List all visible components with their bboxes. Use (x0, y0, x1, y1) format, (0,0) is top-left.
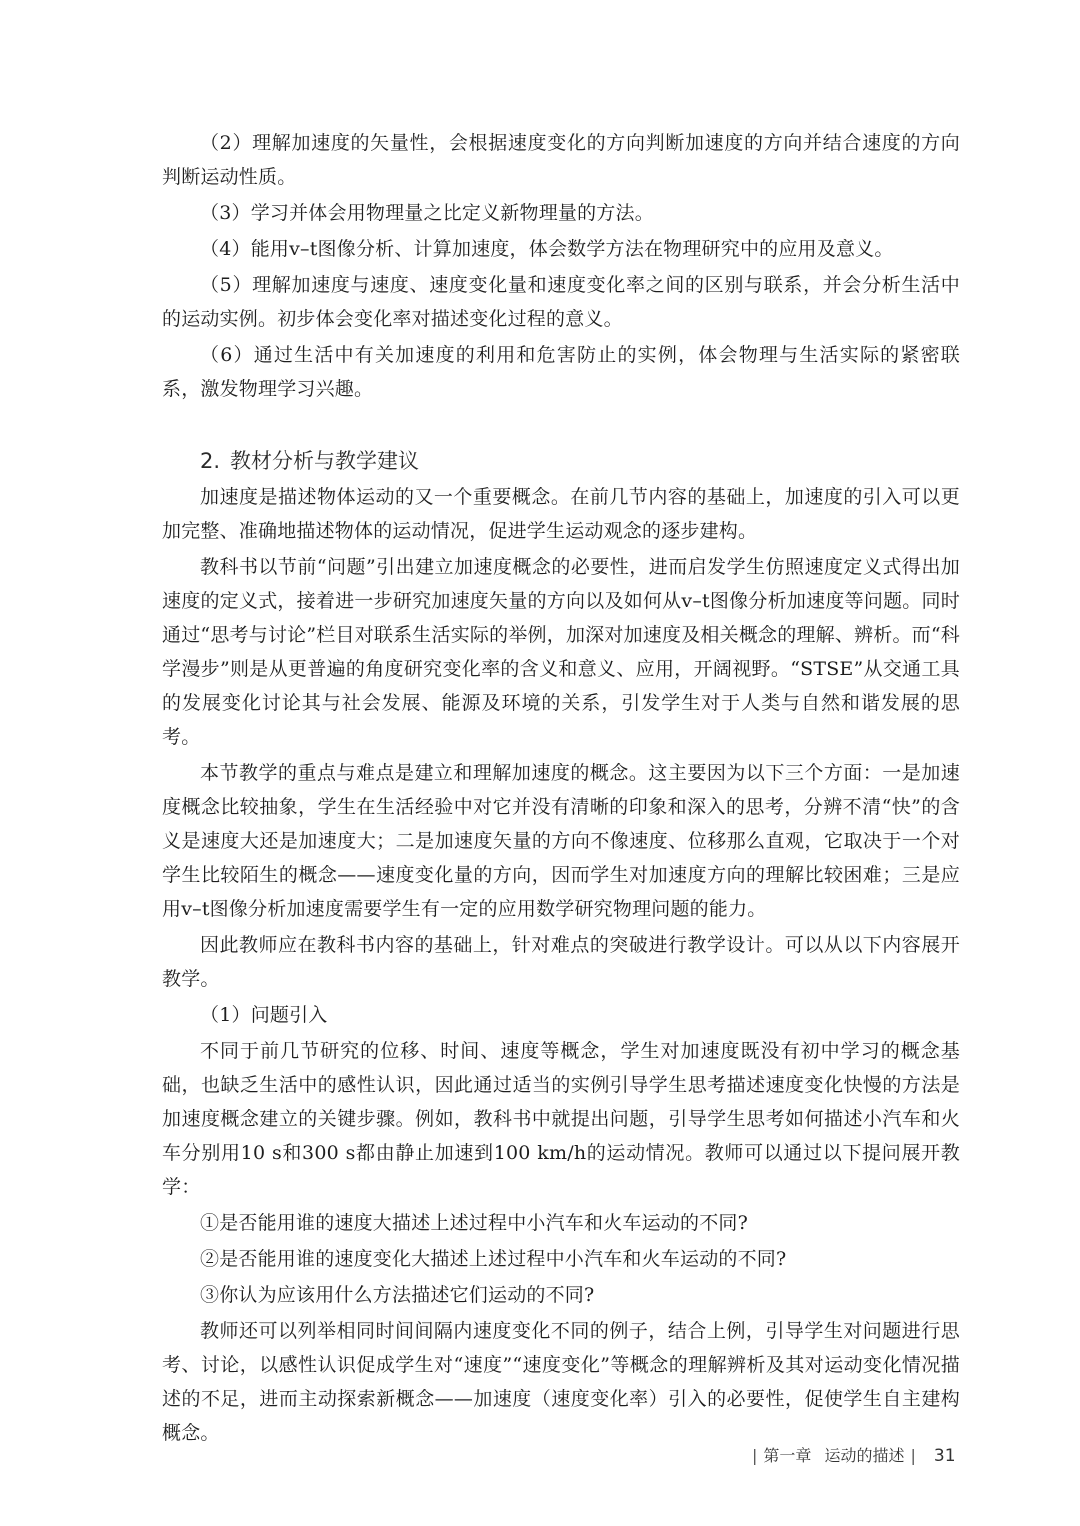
section-number: 2. (200, 449, 221, 473)
paragraph-key-difficulties: 本节教学的重点与难点是建立和理解加速度的概念。这主要因为以下三个方面：一是加速度概念比较抽象，学生在生活经验中对它并没有清晰的印象和深入的思考，分辨不清“快”的含义是速度大还是加速度大；二是加速度矢量的方向不像速度、位移那么直观，它取决于一个对学生比较陌生的概念——速度变化量的方向，因而学生对加速度方向的理解比较困难；三是应用v–t图像分析加速度需要学生有一定的应用数学研究物理问题的能力。 (162, 762, 960, 920)
footer-separator-left: | (752, 1446, 758, 1465)
subheading-problem-intro: （1）问题引入 (200, 1004, 328, 1026)
footer-chapter: 第一章 (763, 1446, 812, 1465)
section-heading (162, 444, 960, 478)
paragraph-teaching-design: 因此教师应在教科书内容的基础上，针对难点的突破进行教学设计。可以从以下内容展开教学。 (162, 934, 960, 990)
page-number: 31 (933, 1446, 956, 1466)
objective-4: （4）能用v–t图像分析、计算加速度，体会数学方法在物理研究中的应用及意义。 (200, 238, 894, 260)
paragraph-textbook-structure: 教科书以节前“问题”引出建立加速度概念的必要性，进而启发学生仿照速度定义式得出加速度的定义式，接着进一步研究加速度矢量的方向以及如何从v–t图像分析加速度等问题。同时通过“思考与讨论”栏目对联系生活实际的举例，加深对加速度及相关概念的理解、辨析。而“科学漫步”则是从更普遍的角度研究变化率的含义和意义、应用，开阔视野。“STSE”从交通工具的发展变化讨论其与社会发展、能源及环境的关系，引发学生对于人类与自然和谐发展的思考。 (162, 556, 960, 748)
objective-6: （6）通过生活中有关加速度的利用和危害防止的实例，体会物理与生活实际的紧密联系，激发物理学习兴趣。 (162, 344, 960, 400)
objective-2: （2）理解加速度的矢量性，会根据速度变化的方向判断加速度的方向并结合速度的方向判断运动性质。 (162, 132, 960, 188)
objective-5: （5）理解加速度与速度、速度变化量和速度变化率之间的区别与联系，并会分析生活中的运动实例。初步体会变化率对描述变化过程的意义。 (162, 274, 960, 330)
page-content (162, 126, 960, 1450)
page-footer (746, 1443, 956, 1466)
question-2: ②是否能用谁的速度变化大描述上述过程中小汽车和火车运动的不同? (200, 1248, 787, 1270)
question-1: ①是否能用谁的速度大描述上述过程中小汽车和火车运动的不同? (200, 1212, 748, 1234)
paragraph-problem-intro: 不同于前几节研究的位移、时间、速度等概念，学生对加速度既没有初中学习的概念基础，也缺乏生活中的感性认识，因此通过适当的实例引导学生思考描述速度变化快慢的方法是加速度概念建立的关键步骤。例如，教科书中就提出问题，引导学生思考如何描述小汽车和火车分别用10 s和300 s都由静止加速到100 km/h的运动情况。教师可以通过以下提问展开教学： (162, 1040, 960, 1198)
footer-separator-right: | (910, 1446, 916, 1465)
question-3: ③你认为应该用什么方法描述它们运动的不同? (200, 1284, 595, 1306)
section-title: 教材分析与教学建议 (230, 449, 420, 473)
footer-chapter-title: 运动的描述 (824, 1446, 905, 1465)
paragraph-intro: 加速度是描述物体运动的又一个重要概念。在前几节内容的基础上，加速度的引入可以更加完整、准确地描述物体的运动情况，促进学生运动观念的逐步建构。 (162, 486, 960, 542)
paragraph-conclusion: 教师还可以列举相同时间间隔内速度变化不同的例子，结合上例，引导学生对问题进行思考、讨论，以感性认识促成学生对“速度”“速度变化”等概念的理解辨析及其对运动变化情况描述的不足，进而主动探索新概念——加速度（速度变化率）引入的必要性，促使学生自主建构概念。 (162, 1320, 960, 1444)
objective-3: （3）学习并体会用物理量之比定义新物理量的方法。 (200, 202, 654, 224)
